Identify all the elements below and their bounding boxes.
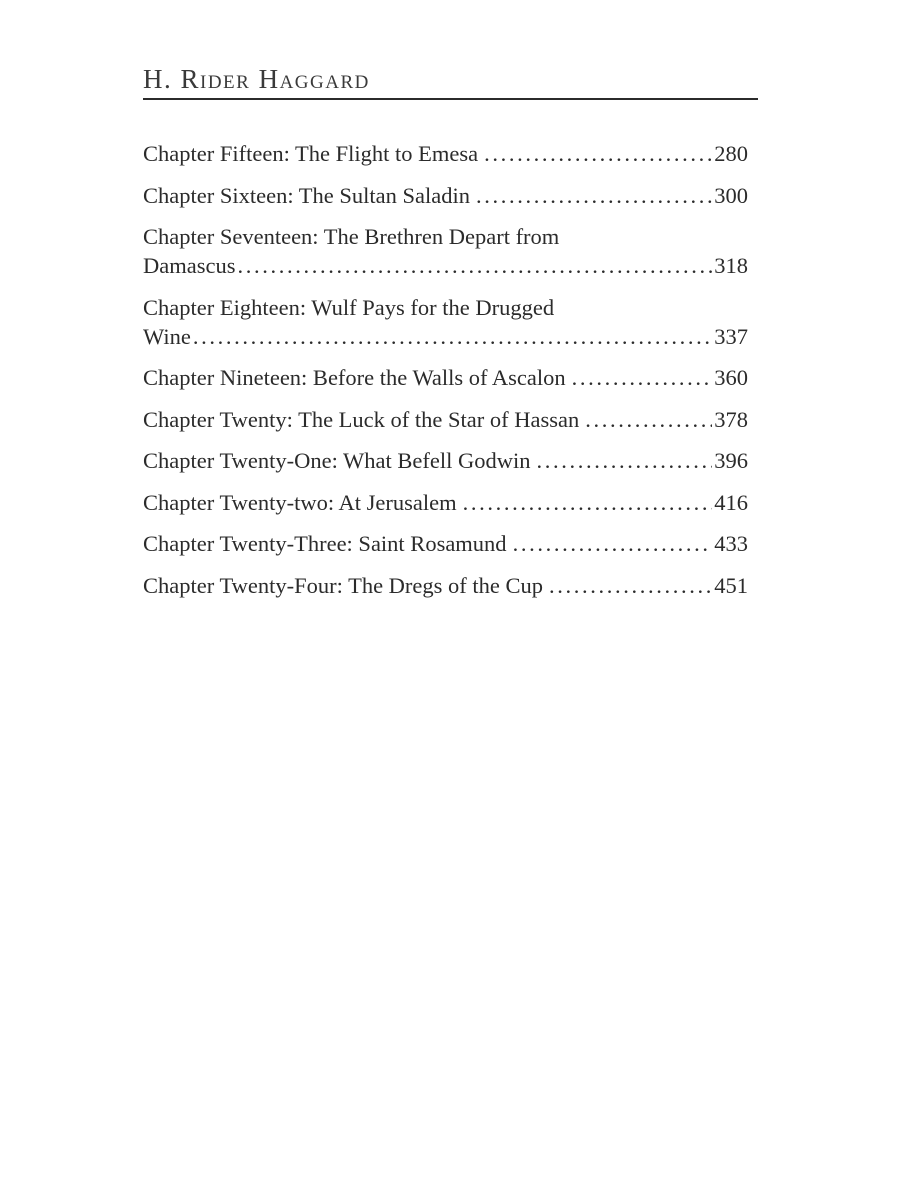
toc-title: Chapter Twenty-One: What Befell Godwin — [143, 448, 531, 473]
table-of-contents — [143, 139, 748, 612]
toc-title: Chapter Fifteen: The Flight to Emesa — [143, 141, 479, 166]
toc-page-number: 280 — [714, 141, 748, 166]
toc-entry-chapter-twenty[interactable] — [143, 405, 748, 434]
toc-entry-chapter-twenty-three[interactable] — [143, 529, 748, 558]
toc-page-number: 416 — [714, 489, 748, 515]
toc-entry-chapter-twenty-four[interactable] — [143, 571, 748, 600]
toc-page-number: 318 — [714, 253, 748, 278]
toc-page-number: 300 — [714, 182, 748, 208]
toc-title-line2: Damascus — [143, 253, 236, 278]
dot-leader — [572, 363, 713, 392]
dot-leader — [537, 446, 713, 475]
toc-title-line1: Chapter Seventeen: The Brethren Depart from — [143, 224, 560, 249]
dot-leader — [193, 322, 712, 351]
dot-leader — [476, 181, 712, 210]
toc-title: Chapter Twenty-two: At Jerusalem — [143, 489, 457, 515]
author-name: H. Rider Haggard — [143, 64, 370, 94]
toc-title-line2: Wine — [143, 323, 191, 349]
toc-page-number: 396 — [714, 448, 748, 473]
toc-page-number: 433 — [714, 531, 748, 556]
toc-page-number: 451 — [714, 572, 748, 598]
toc-title: Chapter Sixteen: The Sultan Saladin — [143, 182, 471, 208]
dot-leader — [549, 571, 712, 600]
toc-entry-chapter-nineteen[interactable] — [143, 363, 748, 392]
toc-title: Chapter Twenty-Three: Saint Rosamund — [143, 531, 507, 556]
toc-entry-chapter-twenty-two[interactable] — [143, 488, 748, 517]
toc-title: Chapter Twenty: The Luck of the Star of Hassan — [143, 406, 580, 432]
toc-page-number: 378 — [714, 406, 748, 432]
dot-leader — [513, 529, 713, 558]
toc-entry-chapter-twenty-one[interactable] — [143, 446, 748, 475]
dot-leader — [237, 251, 712, 280]
toc-page-number: 360 — [714, 365, 748, 390]
toc-entry-chapter-fifteen[interactable] — [143, 139, 748, 168]
toc-page-number: 337 — [714, 323, 748, 349]
dot-leader — [463, 488, 713, 517]
running-header — [143, 64, 758, 100]
toc-entry-chapter-eighteen[interactable] — [143, 293, 748, 351]
dot-leader — [585, 405, 712, 434]
toc-entry-chapter-seventeen[interactable] — [143, 222, 748, 280]
toc-title-line1: Chapter Eighteen: Wulf Pays for the Drugged — [143, 294, 555, 320]
toc-title: Chapter Twenty-Four: The Dregs of the Cup — [143, 572, 544, 598]
dot-leader — [484, 139, 712, 168]
toc-entry-chapter-sixteen[interactable] — [143, 181, 748, 210]
toc-title: Chapter Nineteen: Before the Walls of Ascalon — [143, 365, 566, 390]
